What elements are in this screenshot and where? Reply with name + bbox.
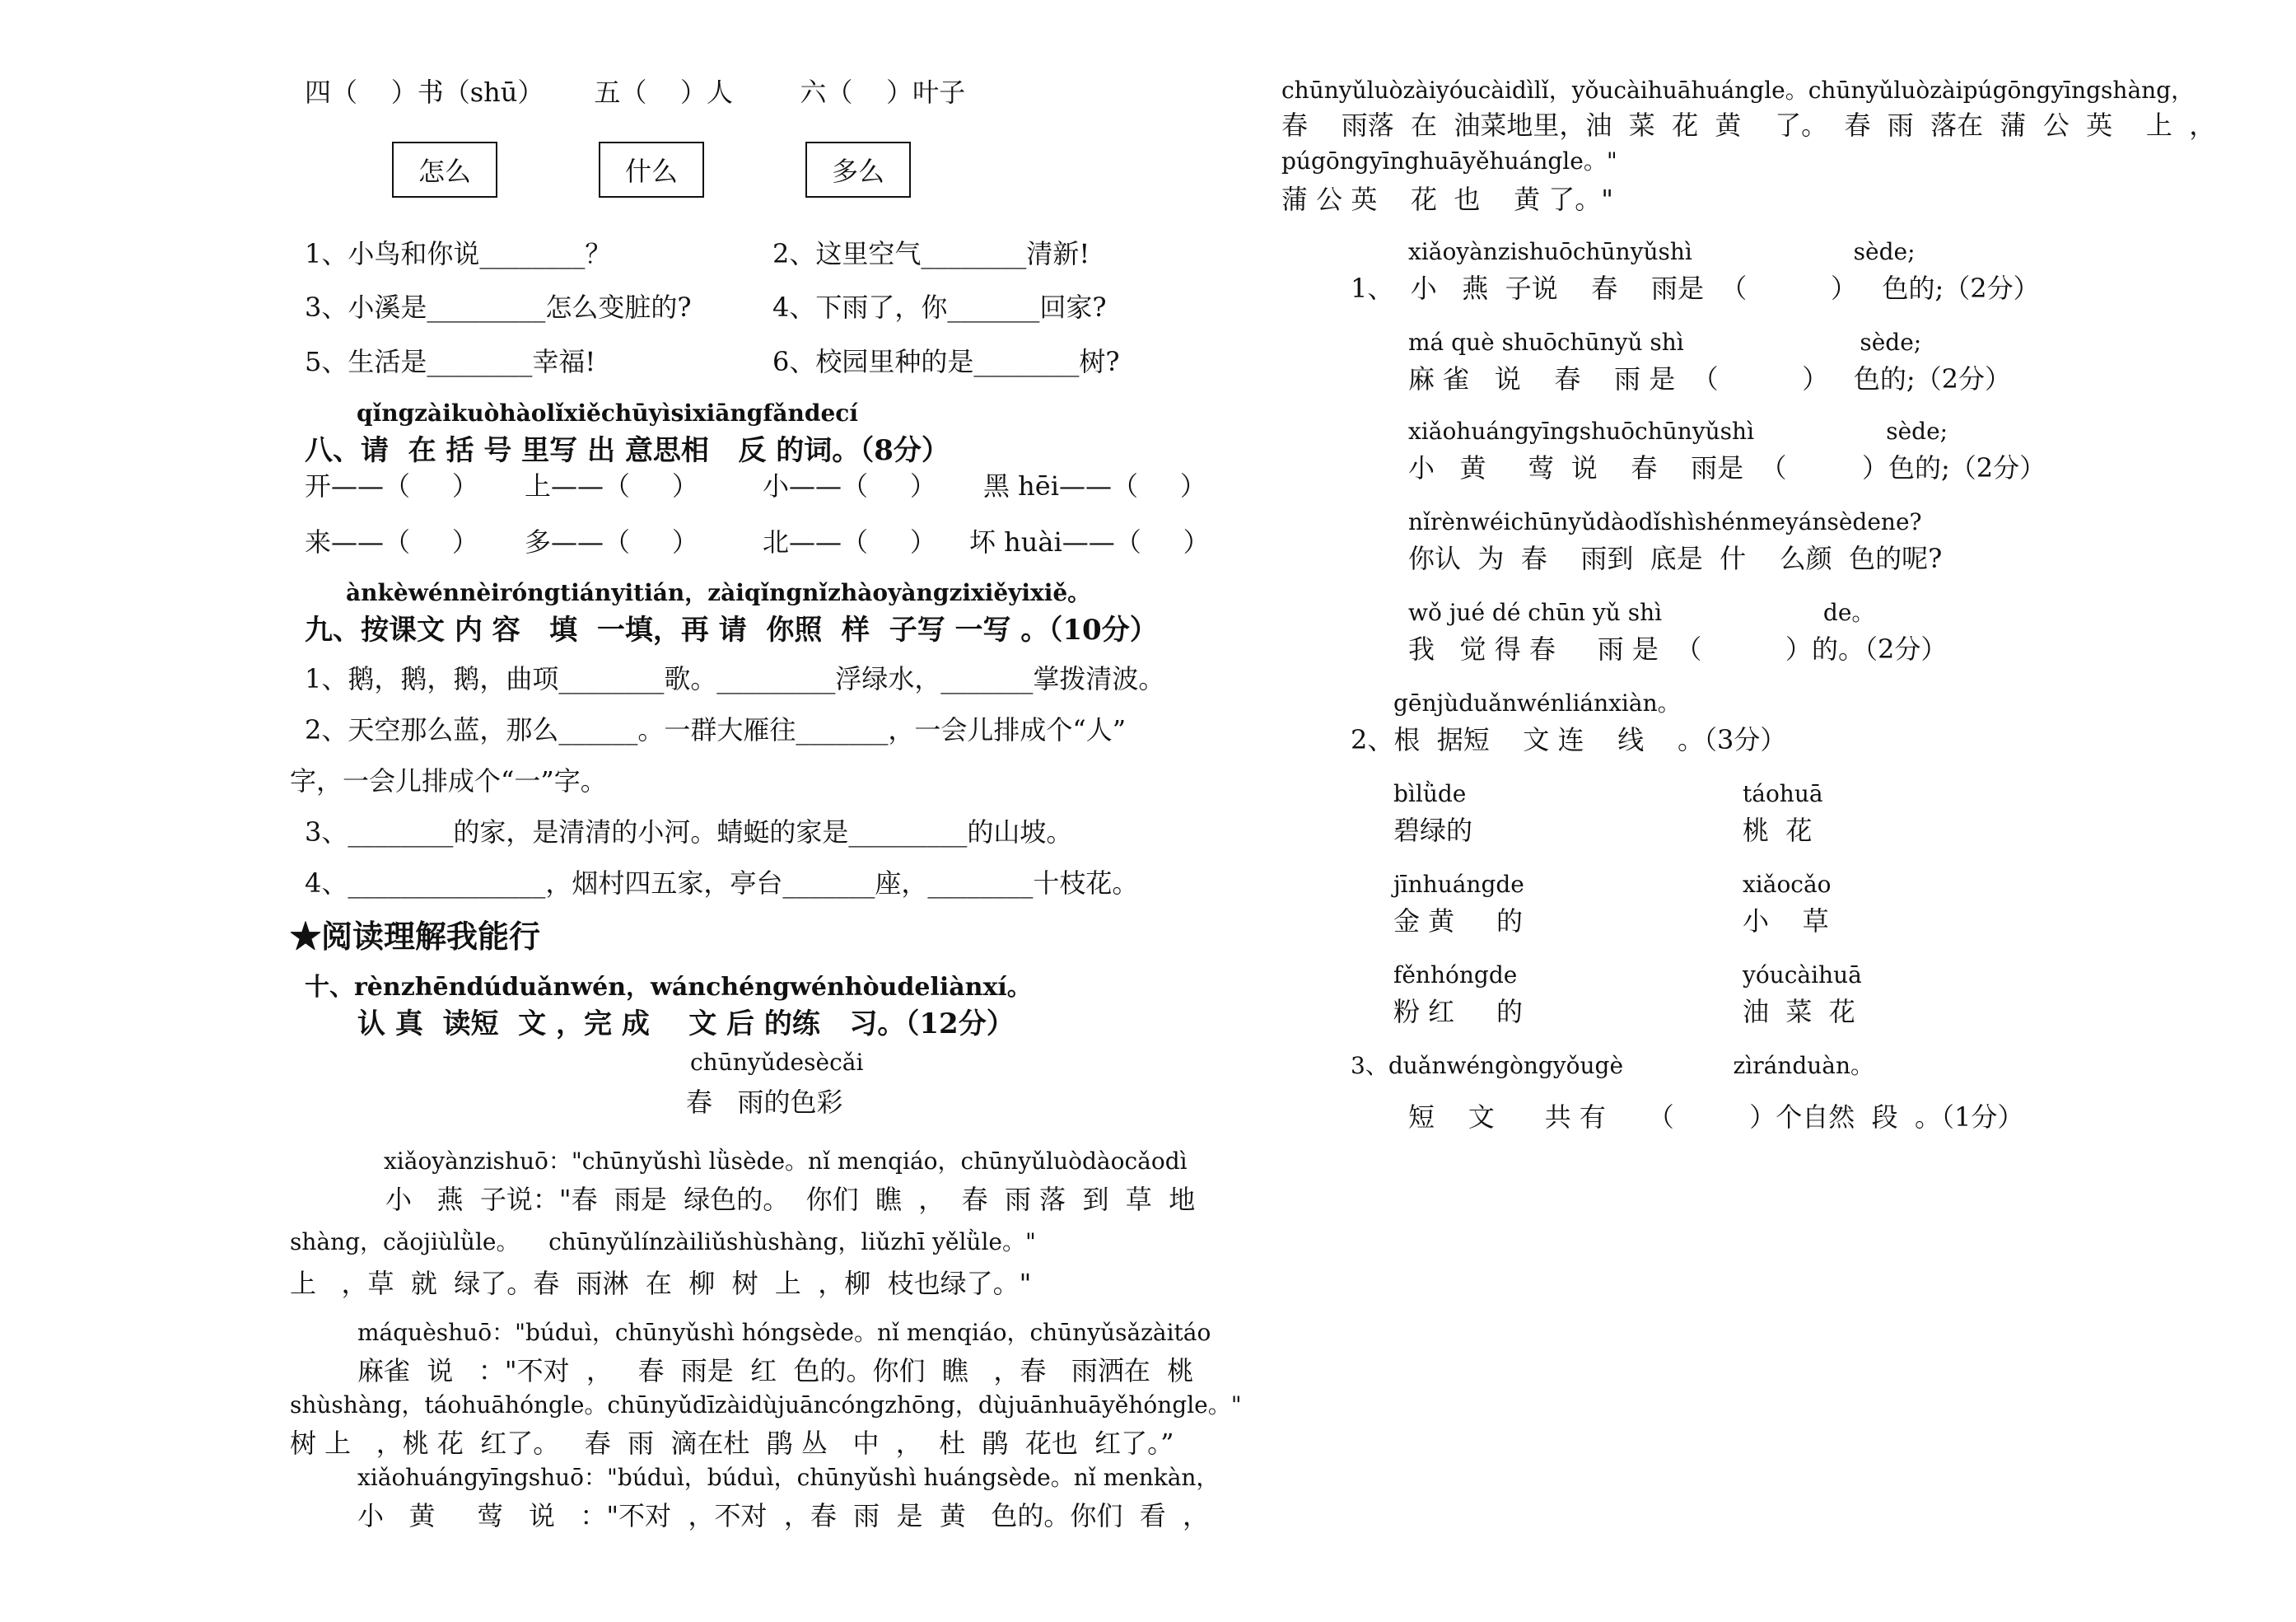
q8-pair-1: 开——（ ） [305, 470, 478, 502]
q10-pinyin: 十、rènzhēndúduǎnwén，wánchéngwénhòudeliànxí。 [305, 973, 1032, 1002]
q10-1c-pinyin: xiǎohuángyīngshuōchūnyǔshì sède; [1408, 418, 1948, 445]
story-cont-line-1: chūnyǔluòzàiyóucàidìlǐ，yǒucàihuāhuángle。chūnyǔluòzàipúgōngyīngshàng， [1281, 77, 2195, 104]
q8-pair-3: 小——（ ） [763, 470, 936, 502]
link-left-3-pinyin: fěnhóngde [1393, 961, 1518, 989]
q9-item-3: 3、________的家，是清清的小河。蜻蜓的家是_________的山坡。 [305, 816, 1073, 848]
q10-title: 认 真 读短 文 ，完 成 文 后 的练 习。（12分） [357, 1007, 1015, 1040]
q8-pair-2: 上——（ ） [525, 470, 698, 502]
q9-item-1: 1、鹅，鹅，鹅，曲项________歌。_________浮绿水，_______掌拨清波。 [305, 663, 1165, 694]
link-right-3[interactable]: 油 菜 花 [1743, 996, 1855, 1027]
q10-3-pinyin: 3、duǎnwéngòngyǒugè zìránduàn。 [1351, 1052, 1874, 1079]
q8-pair-6: 多——（ ） [525, 526, 698, 558]
q9-pinyin: ànkèwénnèiróngtiányitián，zàiqǐngnǐzhàoyàngzixiěyixiě。 [346, 579, 1091, 606]
q8-pair-5: 来——（ ） [305, 526, 478, 558]
story-line-8: 树 上 ，桃 花 红了。 春 雨 滴在杜 鹃 丛 中 ， 杜 鹃 花也 红了。” [290, 1428, 1174, 1459]
fill-item-6: 6、校园里种的是________树? [772, 346, 1120, 377]
q9-item-2-cont: 字，一会儿排成个“一”字。 [290, 765, 607, 797]
q10-1c-oriole: 小 黄 莺 说 春 雨是 （ ）色的;（2分） [1408, 452, 2046, 484]
story-title-pinyin: chūnyǔdesècǎi [690, 1049, 864, 1076]
q10-1d-question: 你认 为 春 雨到 底是 什 么颜 色的呢? [1408, 543, 1943, 574]
link-left-2-pinyin: jīnhuángde [1393, 871, 1524, 898]
link-right-1[interactable]: 桃 花 [1743, 815, 1813, 846]
word-box-duome: 多么 [805, 142, 911, 198]
q10-1-swallow: 1、 小 燕 子说 春 雨是 （ ） 色的;（2分） [1351, 273, 2040, 304]
fill-item-1: 1、小鸟和你说________？ [305, 238, 612, 269]
story-line-1: xiǎoyànzishuō："chūnyǔshì lǜsède。nǐ menqiáo，chūnyǔluòdàocǎodì [384, 1148, 1188, 1175]
q10-1b-sparrow: 麻 雀 说 春 雨 是 （ ） 色的;（2分） [1408, 363, 2011, 395]
q10-1e-pinyin: wǒ jué dé chūn yǔ shì de。 [1408, 599, 1875, 626]
q7-chars-line: 四（ ）书（shū） 五（ ）人 六（ ）叶子 [305, 77, 966, 108]
q10-1d-pinyin: nǐrènwéichūnyǔdàodǐshìshénmeyánsèdene? [1408, 508, 1922, 535]
q8-pair-7: 北——（ ） [763, 526, 936, 558]
link-left-1-pinyin: bìlǜde [1393, 780, 1467, 807]
q10-1b-pinyin: má què shuōchūnyǔ shì sède; [1408, 329, 1922, 356]
link-left-2[interactable]: 金 黄 的 [1393, 905, 1524, 937]
reading-heading: ★阅读理解我能行 [290, 918, 541, 955]
story-line-4: 上 ，草 就 绿了。春 雨淋 在 柳 树 上 ，柳 枝也绿了。" [290, 1268, 1032, 1299]
link-right-2[interactable]: 小 草 [1743, 905, 1829, 937]
q10-1e-answer: 我 觉 得 春 雨 是 （ ）的。（2分） [1408, 633, 1948, 665]
fill-item-3: 3、小溪是_________怎么变脏的? [305, 292, 692, 323]
story-line-9: xiǎohuángyīngshuō："búduì，búduì，chūnyǔshì huángsède。nǐ menkàn， [357, 1464, 1220, 1491]
q9-item-2: 2、天空那么蓝，那么______。一群大雁往_______，一会儿排成个“人” [305, 714, 1127, 746]
q10-2-pinyin: gēnjùduǎnwénliánxiàn。 [1393, 689, 1681, 717]
story-cont-line-4: 蒲 公 英 花 也 黄 了。" [1281, 184, 1613, 215]
fill-item-4: 4、下雨了，你_______回家? [772, 292, 1107, 323]
link-right-3-pinyin: yóucàihuā [1743, 961, 1862, 989]
q10-1-pinyin: xiǎoyànzishuōchūnyǔshì sède; [1408, 238, 1916, 265]
story-line-2: 小 燕 子说："春 雨是 绿色的。 你们 瞧 ， 春 雨 落 到 草 地 [385, 1184, 1196, 1215]
link-left-3[interactable]: 粉 红 的 [1393, 996, 1524, 1027]
story-cont-line-2: 春 雨落 在 油菜地里，油 菜 花 黄 了。 春 雨 落在 蒲 公 英 上 ， [1281, 110, 2216, 141]
word-box-shenme: 什么 [599, 142, 704, 198]
fill-item-2: 2、这里空气________清新! [772, 238, 1090, 269]
link-right-2-pinyin: xiǎocǎo [1743, 871, 1832, 898]
story-line-5: máquèshuō："búduì，chūnyǔshì hóngsède。nǐ menqiáo，chūnyǔsǎzàitáo [357, 1319, 1211, 1346]
story-line-6: 麻雀 说 ："不对 ， 春 雨是 红 色的。你们 瞧 ，春 雨洒在 桃 [357, 1355, 1194, 1386]
link-left-1[interactable]: 碧绿的 [1393, 815, 1473, 846]
q9-item-4: 4、_______________，烟村四五家，亭台_______座，________十枝花。 [305, 867, 1139, 899]
story-title: 春 雨的色彩 [686, 1087, 843, 1118]
link-right-1-pinyin: táohuā [1743, 780, 1823, 807]
story-line-7: shùshàng，táohuāhóngle。chūnyǔdīzàidùjuāncóngzhōng，dùjuānhuāyěhóngle。" [290, 1391, 1242, 1419]
q10-2-title: 2、根 据短 文 连 线 。（3分） [1351, 724, 1787, 755]
q8-pair-8: 坏 huài——（ ） [969, 526, 1210, 558]
word-box-zenme: 怎么 [392, 142, 497, 198]
q9-title: 九、按课文 内 容 填 一填，再 请 你照 样 子写 一写 。（10分） [305, 614, 1158, 647]
q8-title: 八、请 在 括 号 里写 出 意思相 反 的词。（8分） [305, 434, 950, 467]
story-line-3: shàng，cǎojiùlǜle。 chūnyǔlínzàiliǔshùshàng，liǔzhī yělǜle。" [290, 1228, 1036, 1255]
story-cont-line-3: púgōngyīnghuāyěhuángle。" [1281, 147, 1617, 175]
story-line-10: 小 黄 莺 说 ："不对 ，不对 ，春 雨 是 黄 色的。你们 看 ， [357, 1500, 1210, 1531]
q10-3-question: 短 文 共 有 （ ）个自然 段 。（1分） [1408, 1101, 2024, 1133]
fill-item-5: 5、生活是________幸福! [305, 346, 596, 377]
q8-pinyin: qǐngzàikuòhàolǐxiěchūyìsixiāngfǎndecí [357, 400, 858, 427]
q8-pair-4: 黑 hēi——（ ） [983, 470, 1206, 502]
